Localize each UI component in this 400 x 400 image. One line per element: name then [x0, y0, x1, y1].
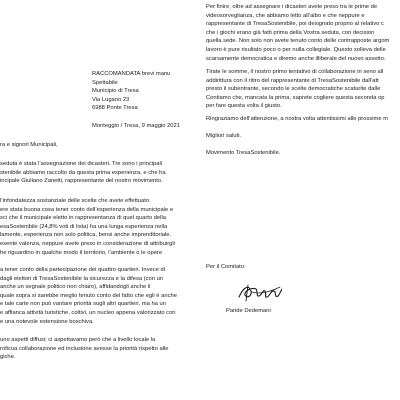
letter-paragraph — [0, 336, 169, 362]
letter-paragraph — [0, 160, 166, 186]
salutation: ra e signori Municipali, — [0, 142, 58, 148]
text-line: l’infondatezza sostanziale delle scelte che avete effettuato. — [0, 198, 151, 204]
text-line: ere stata buona cosa tener conto dell’esperienza della municipale e — [0, 206, 174, 213]
text-line: quale sopra si sarebbe meglio tenuto conto del fatto che egli è anche — [0, 292, 177, 299]
address-line: RACCOMANDATA brevi manu — [92, 71, 171, 77]
text-line: esente valenza, neppure avete preso in considerazione di attribuirgli — [0, 240, 175, 247]
text-line: roficua collaborazione ed inclusione avesse la priorità rispetto alle — [0, 345, 169, 352]
movement-name: Movimento TresaSostenibile. — [206, 150, 281, 156]
text-line: scarsamente democratica e diremo anche illiberale del nuovo assetto. — [206, 55, 386, 62]
text-line: giche. — [0, 354, 16, 361]
signer-name: Paride Dedemani — [226, 308, 271, 314]
text-line: addirittura con il ritiro del rappresentante di TresaSostenibile dall’att — [206, 77, 379, 84]
text-line: lavoro è pure risultato poco o per nulla collegiale. Questo solleva delle — [206, 46, 386, 53]
text-line: incipale Giuliano Zanetti, rappresentante del nostro movimento. — [0, 178, 163, 185]
text-line: che i giochi erano già fatti prima della Vostra seduta, con decision — [206, 29, 375, 36]
text-line: uno aspetti diffusi; ci aspettavamo però che a livello locale la — [0, 337, 156, 343]
text-line: presto il subentrante, secondo le scelte democratiche scaturite dalle — [206, 86, 381, 93]
text-line: per fare questa volta il giusto. — [206, 103, 282, 110]
letter-paragraph — [0, 197, 175, 257]
text-line: Tirate le somme, il nostro primo tentativo di collaborazione in seno all — [206, 69, 384, 75]
address-line: Municipio di Tresa — [92, 88, 139, 95]
text-line: anche un segnale politico non chiaro), affidandogli anche il — [0, 284, 151, 291]
letter-page-right — [200, 0, 400, 400]
handwritten-signature — [236, 282, 282, 304]
text-line: esaSostenibile (24,8% voti di lista) ha una lunga esperienza nella — [0, 223, 168, 230]
recipient-address — [92, 70, 170, 113]
letter-paragraph — [0, 266, 177, 326]
date-line: Monteggio / Tresa, 9 maggio 2021 — [92, 123, 180, 129]
committee-label: Per il Comitato: — [206, 264, 246, 270]
text-line: seduta è stata l’assegnazione dei dicasteri. Tre sono i principali — [0, 161, 163, 167]
letter-page-left — [0, 0, 196, 400]
letter-paragraph — [206, 68, 385, 111]
text-line: e una notevole estensione boschiva. — [0, 318, 94, 325]
address-line: Spettabile — [92, 79, 118, 86]
text-line: lamente, esperienza non solo politica, bensi anche imprenditoriale. — [0, 232, 172, 239]
text-line: Contiamo che, mancata la prima, saprete cogliere questa seconda op — [206, 94, 385, 101]
closing-greeting: Migliori saluti. — [206, 133, 242, 139]
text-line: dagli elettori di TresaSostenibile la sicurezza e la difesa (con un — [0, 275, 164, 282]
text-line: a tener conto della partecipazione dei quattro quartieri. Invece di — [0, 267, 165, 273]
text-line: e affianca attività turistiche, coltivi, un nucleo appena valorizzato con — [0, 309, 176, 316]
thanks-line: Ringraziamo dell’attenzione, a nostra volta attentissimi alle prossime m — [206, 116, 389, 122]
text-line: rappresentante di TresaSostenibile, poi designato proprio al relativo c — [206, 21, 384, 28]
text-line: he riguardino in qualche modo il territorio, l’ambiente o le opere — [0, 249, 163, 256]
letter-paragraph — [206, 3, 389, 63]
text-line: Per finire, oltre ad assegnare i dicasteri avete preso tra le prime de — [206, 4, 378, 10]
address-line: Via Lugano 23 — [92, 96, 130, 103]
address-line: 6988 Ponte Tresa — [92, 105, 138, 112]
text-line: quella sede. Non solo non avete tenuto conto delle contrapposte argom — [206, 38, 390, 45]
text-line: videosorveglianza, che abbiamo letto all’albo e che neppure e — [206, 12, 365, 19]
text-line: stenibile abbiamo raccolto da questa prima esperienza, e che ha — [0, 169, 166, 176]
text-line: e tale carte non può vantare priorità sugli altri quartieri, ma ha un — [0, 301, 166, 308]
text-line: sci che il municipale eletto in rappresentanza di quel quarto della — [0, 215, 166, 222]
